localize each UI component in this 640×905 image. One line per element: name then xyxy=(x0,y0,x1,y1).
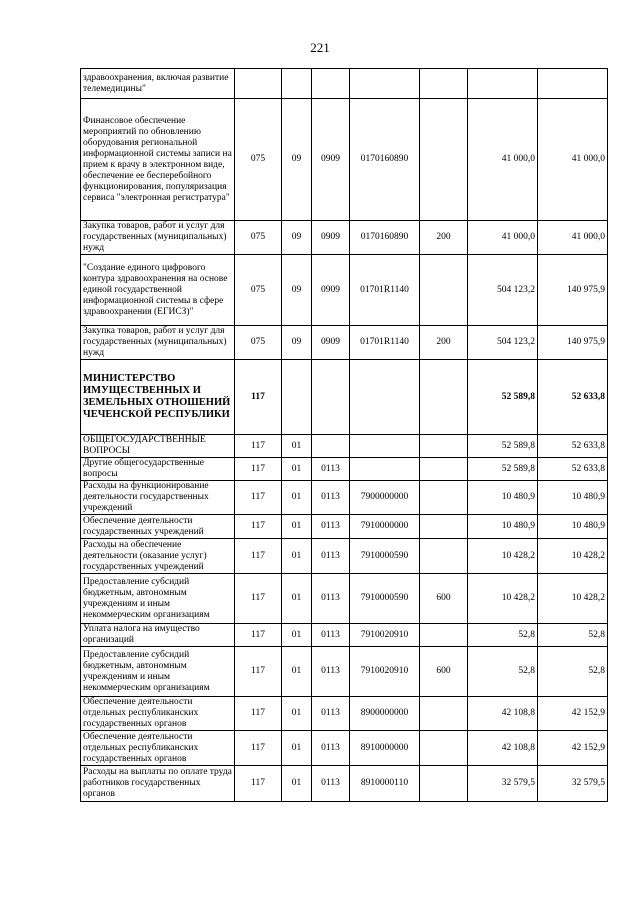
row-name-cell: "Создание единого цифрового контура здравоохранения на основе единой государственной информационной системы в сфере здравоохранения (ЕГИСЗ)" xyxy=(81,255,235,326)
expense-type-cell xyxy=(420,435,468,458)
expense-type-cell xyxy=(420,624,468,647)
table-row xyxy=(81,515,608,539)
table-row xyxy=(81,99,608,221)
target-item-code-cell: 8910000110 xyxy=(350,766,420,802)
amount-year-1-cell: 41 000,0 xyxy=(468,99,538,221)
target-item-code-cell: 8910000000 xyxy=(350,731,420,766)
amount-year-2-cell: 52 633,8 xyxy=(538,458,608,481)
amount-year-1-cell: 10 480,9 xyxy=(468,481,538,515)
subsection-code-cell: 0113 xyxy=(312,574,350,624)
expense-type-cell xyxy=(420,539,468,574)
expense-type-cell xyxy=(420,255,468,326)
target-item-code-cell: 7910000590 xyxy=(350,574,420,624)
expense-type-cell: 600 xyxy=(420,574,468,624)
target-item-code-cell: 01701R1140 xyxy=(350,255,420,326)
ministry-code-cell: 117 xyxy=(235,481,282,515)
subsection-code-cell: 0113 xyxy=(312,697,350,731)
amount-year-1-cell: 32 579,5 xyxy=(468,766,538,802)
section-code-cell: 01 xyxy=(282,539,312,574)
ministry-code-cell: 075 xyxy=(235,255,282,326)
target-item-code-cell xyxy=(350,69,420,99)
section-code-cell: 09 xyxy=(282,99,312,221)
target-item-code-cell: 7910020910 xyxy=(350,624,420,647)
table-row xyxy=(81,766,608,802)
target-item-code-cell: 7910000000 xyxy=(350,515,420,539)
amount-year-2-cell: 52,8 xyxy=(538,647,608,697)
table-row xyxy=(81,458,608,481)
ministry-code-cell: 117 xyxy=(235,458,282,481)
subsection-code-cell xyxy=(312,69,350,99)
target-item-code-cell: 8900000000 xyxy=(350,697,420,731)
table-row xyxy=(81,481,608,515)
ministry-code-cell: 117 xyxy=(235,360,282,435)
subsection-code-cell: 0113 xyxy=(312,647,350,697)
amount-year-2-cell: 32 579,5 xyxy=(538,766,608,802)
table-row xyxy=(81,360,608,435)
subsection-code-cell xyxy=(312,435,350,458)
amount-year-2-cell: 140 975,9 xyxy=(538,255,608,326)
amount-year-1-cell: 42 108,8 xyxy=(468,697,538,731)
table-row xyxy=(81,69,608,99)
ministry-code-cell: 117 xyxy=(235,539,282,574)
section-code-cell: 01 xyxy=(282,481,312,515)
amount-year-1-cell: 504 123,2 xyxy=(468,326,538,360)
table-row xyxy=(81,731,608,766)
amount-year-1-cell: 41 000,0 xyxy=(468,221,538,255)
section-code-cell: 01 xyxy=(282,697,312,731)
row-name-cell: Обеспечение деятельности государственных учреждений xyxy=(81,515,235,539)
expense-type-cell xyxy=(420,731,468,766)
ministry-code-cell: 117 xyxy=(235,647,282,697)
expense-type-cell: 200 xyxy=(420,221,468,255)
ministry-code-cell xyxy=(235,69,282,99)
amount-year-2-cell: 52,8 xyxy=(538,624,608,647)
ministry-code-cell: 117 xyxy=(235,435,282,458)
amount-year-1-cell: 52 589,8 xyxy=(468,360,538,435)
amount-year-2-cell: 42 152,9 xyxy=(538,697,608,731)
amount-year-2-cell: 41 000,0 xyxy=(538,99,608,221)
section-code-cell: 09 xyxy=(282,255,312,326)
subsection-code-cell: 0113 xyxy=(312,539,350,574)
subsection-code-cell: 0113 xyxy=(312,731,350,766)
section-code-cell xyxy=(282,69,312,99)
amount-year-1-cell: 52,8 xyxy=(468,647,538,697)
amount-year-2-cell xyxy=(538,69,608,99)
table-row xyxy=(81,435,608,458)
subsection-code-cell: 0113 xyxy=(312,515,350,539)
amount-year-1-cell xyxy=(468,69,538,99)
amount-year-2-cell: 10 480,9 xyxy=(538,481,608,515)
subsection-code-cell xyxy=(312,360,350,435)
amount-year-1-cell: 52,8 xyxy=(468,624,538,647)
target-item-code-cell: 7910000590 xyxy=(350,539,420,574)
table-row xyxy=(81,539,608,574)
ministry-code-cell: 117 xyxy=(235,731,282,766)
table-row xyxy=(81,255,608,326)
amount-year-2-cell: 42 152,9 xyxy=(538,731,608,766)
amount-year-2-cell: 52 633,8 xyxy=(538,360,608,435)
section-code-cell: 01 xyxy=(282,624,312,647)
target-item-code-cell xyxy=(350,360,420,435)
budget-table-body xyxy=(81,69,608,802)
section-code-cell: 09 xyxy=(282,221,312,255)
amount-year-1-cell: 52 589,8 xyxy=(468,458,538,481)
target-item-code-cell: 7900000000 xyxy=(350,481,420,515)
subsection-code-cell: 0113 xyxy=(312,458,350,481)
section-code-cell: 01 xyxy=(282,515,312,539)
table-row xyxy=(81,697,608,731)
amount-year-2-cell: 10 428,2 xyxy=(538,574,608,624)
subsection-code-cell: 0113 xyxy=(312,624,350,647)
target-item-code-cell xyxy=(350,435,420,458)
amount-year-2-cell: 10 480,9 xyxy=(538,515,608,539)
amount-year-1-cell: 42 108,8 xyxy=(468,731,538,766)
subsection-code-cell: 0909 xyxy=(312,326,350,360)
target-item-code-cell: 01701R1140 xyxy=(350,326,420,360)
row-name-cell: ОБЩЕГОСУДАРСТВЕННЫЕ ВОПРОСЫ xyxy=(81,435,235,458)
table-row xyxy=(81,221,608,255)
amount-year-1-cell: 504 123,2 xyxy=(468,255,538,326)
expense-type-cell xyxy=(420,766,468,802)
row-name-cell: Расходы на функционирование деятельности государственных учреждений xyxy=(81,481,235,515)
table-row xyxy=(81,624,608,647)
amount-year-2-cell: 140 975,9 xyxy=(538,326,608,360)
subsection-code-cell: 0909 xyxy=(312,99,350,221)
expense-type-cell xyxy=(420,481,468,515)
budget-table xyxy=(80,68,608,802)
expense-type-cell xyxy=(420,515,468,539)
row-name-cell: Расходы на обеспечение деятельности (оказание услуг) государственных учреждений xyxy=(81,539,235,574)
section-code-cell: 09 xyxy=(282,326,312,360)
table-row xyxy=(81,326,608,360)
section-code-cell: 01 xyxy=(282,766,312,802)
ministry-code-cell: 075 xyxy=(235,221,282,255)
ministry-code-cell: 117 xyxy=(235,697,282,731)
target-item-code-cell: 7910020910 xyxy=(350,647,420,697)
section-code-cell: 01 xyxy=(282,574,312,624)
row-name-cell: Предоставление субсидий бюджетным, автономным учреждениям и иным некоммерческим организациям xyxy=(81,647,235,697)
amount-year-1-cell: 10 428,2 xyxy=(468,574,538,624)
row-name-cell: Предоставление субсидий бюджетным, автономным учреждениям и иным некоммерческим организациям xyxy=(81,574,235,624)
subsection-code-cell: 0909 xyxy=(312,255,350,326)
row-name-cell: Обеспечение деятельности отдельных республиканских государственных органов xyxy=(81,731,235,766)
expense-type-cell xyxy=(420,697,468,731)
subsection-code-cell: 0113 xyxy=(312,481,350,515)
ministry-code-cell: 117 xyxy=(235,766,282,802)
ministry-code-cell: 117 xyxy=(235,574,282,624)
amount-year-1-cell: 10 480,9 xyxy=(468,515,538,539)
amount-year-2-cell: 10 428,2 xyxy=(538,539,608,574)
page-number: 221 xyxy=(310,40,330,55)
subsection-code-cell: 0909 xyxy=(312,221,350,255)
subsection-code-cell: 0113 xyxy=(312,766,350,802)
expense-type-cell xyxy=(420,360,468,435)
amount-year-2-cell: 52 633,8 xyxy=(538,435,608,458)
row-name-cell: Другие общегосударственные вопросы xyxy=(81,458,235,481)
target-item-code-cell: 0170160890 xyxy=(350,99,420,221)
table-row xyxy=(81,574,608,624)
target-item-code-cell: 0170160890 xyxy=(350,221,420,255)
amount-year-1-cell: 10 428,2 xyxy=(468,539,538,574)
row-name-cell: МИНИСТЕРСТВО ИМУЩЕСТВЕННЫХ И ЗЕМЕЛЬНЫХ ОТНОШЕНИЙ ЧЕЧЕНСКОЙ РЕСПУБЛИКИ xyxy=(81,360,235,435)
row-name-cell: Финансовое обеспечение мероприятий по обновлению оборудования региональной информационной системы записи на прием к врачу в электронном виде, обеспечение ее бесперебойного функционирования, популяризация сервиса "электронная регистратура" xyxy=(81,99,235,221)
ministry-code-cell: 075 xyxy=(235,326,282,360)
expense-type-cell xyxy=(420,99,468,221)
row-name-cell: Закупка товаров, работ и услуг для государственных (муниципальных) нужд xyxy=(81,221,235,255)
section-code-cell: 01 xyxy=(282,435,312,458)
section-code-cell: 01 xyxy=(282,731,312,766)
ministry-code-cell: 075 xyxy=(235,99,282,221)
target-item-code-cell xyxy=(350,458,420,481)
expense-type-cell xyxy=(420,69,468,99)
row-name-cell: здравоохранения, включая развитие телемедицины" xyxy=(81,69,235,99)
section-code-cell: 01 xyxy=(282,647,312,697)
row-name-cell: Закупка товаров, работ и услуг для государственных (муниципальных) нужд xyxy=(81,326,235,360)
row-name-cell: Расходы на выплаты по оплате труда работников государственных органов xyxy=(81,766,235,802)
expense-type-cell xyxy=(420,458,468,481)
expense-type-cell: 600 xyxy=(420,647,468,697)
amount-year-1-cell: 52 589,8 xyxy=(468,435,538,458)
section-code-cell: 01 xyxy=(282,458,312,481)
ministry-code-cell: 117 xyxy=(235,515,282,539)
row-name-cell: Уплата налога на имущество организаций xyxy=(81,624,235,647)
expense-type-cell: 200 xyxy=(420,326,468,360)
section-code-cell xyxy=(282,360,312,435)
table-row xyxy=(81,647,608,697)
ministry-code-cell: 117 xyxy=(235,624,282,647)
row-name-cell: Обеспечение деятельности отдельных республиканских государственных органов xyxy=(81,697,235,731)
amount-year-2-cell: 41 000,0 xyxy=(538,221,608,255)
